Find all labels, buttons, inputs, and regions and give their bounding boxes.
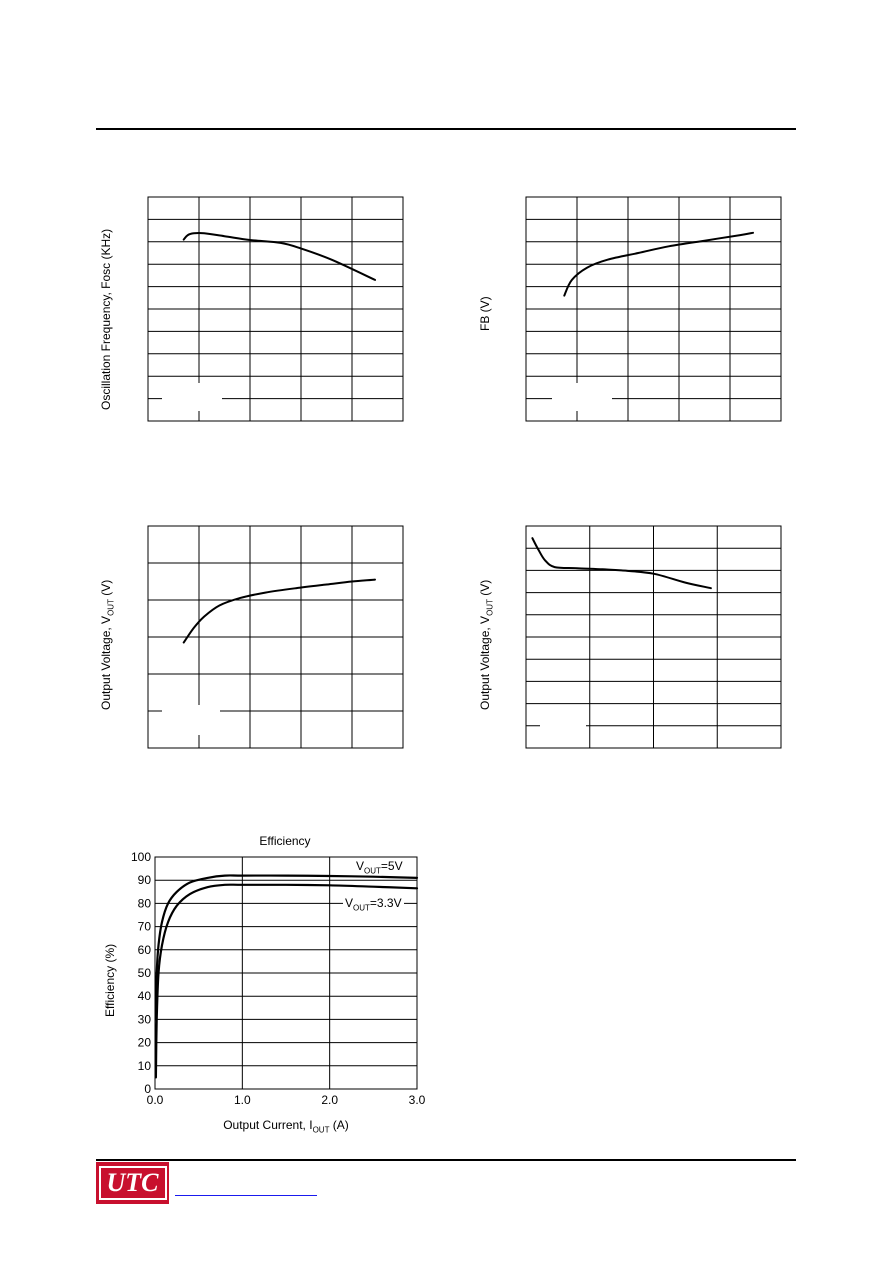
x-axis-label-sub: OUT [312,1125,330,1135]
y-axis-label-efficiency: Efficiency (%) [103,943,117,1017]
y-tick-label: 0 [144,1082,151,1096]
y-tick-label: 90 [137,873,151,888]
y-tick-label: 20 [137,1035,151,1050]
y-axis-label-fb: FB (V) [478,296,492,331]
y-axis-label-main: Output Voltage, V [478,615,492,710]
y-axis-label-sub: OUT [485,599,495,616]
x-axis-label-main: Output Current, I [223,1118,313,1132]
x-tick-label: 2.0 [321,1093,339,1107]
utc-logo-text: UTC [99,1166,167,1200]
y-tick-label: 80 [137,896,151,911]
footer-link-underline[interactable] [175,1195,317,1196]
x-tick-label: 1.0 [233,1093,251,1107]
y-axis-label-oscillation: Oscillation Frequency, Fosc (KHz) [99,228,113,410]
y-axis-label-sub: OUT [106,599,116,616]
y-tick-label: 40 [137,989,151,1004]
y-axis-label-main: Output Voltage, V [99,615,113,710]
y-axis-label-tail: (V) [99,579,113,600]
series-label-tail: =5V [380,859,403,873]
x-axis-label-tail: (A) [329,1118,349,1132]
series-label-tail: =3.3V [369,896,402,910]
series-label-5v [354,859,405,875]
y-tick-label: 10 [137,1058,151,1073]
series-label-sub: OUT [364,866,381,876]
series-label-sub: OUT [353,903,370,913]
y-tick-label: 70 [137,919,151,934]
utc-logo [96,1162,169,1204]
series-label-main: V [345,896,354,910]
series-label-main: V [356,859,365,873]
efficiency-title: Efficiency [259,834,311,848]
y-tick-label: 100 [130,850,151,864]
footer-rule [96,1159,796,1161]
series-line [156,885,417,1078]
x-tick-label: 3.0 [408,1093,426,1107]
series-label-3v3 [343,896,404,912]
y-axis-label-tail: (V) [478,579,492,600]
y-tick-label: 50 [137,966,151,980]
x-tick-label: 0.0 [146,1093,164,1107]
y-tick-label: 30 [137,1012,151,1027]
y-tick-label: 60 [137,942,151,957]
